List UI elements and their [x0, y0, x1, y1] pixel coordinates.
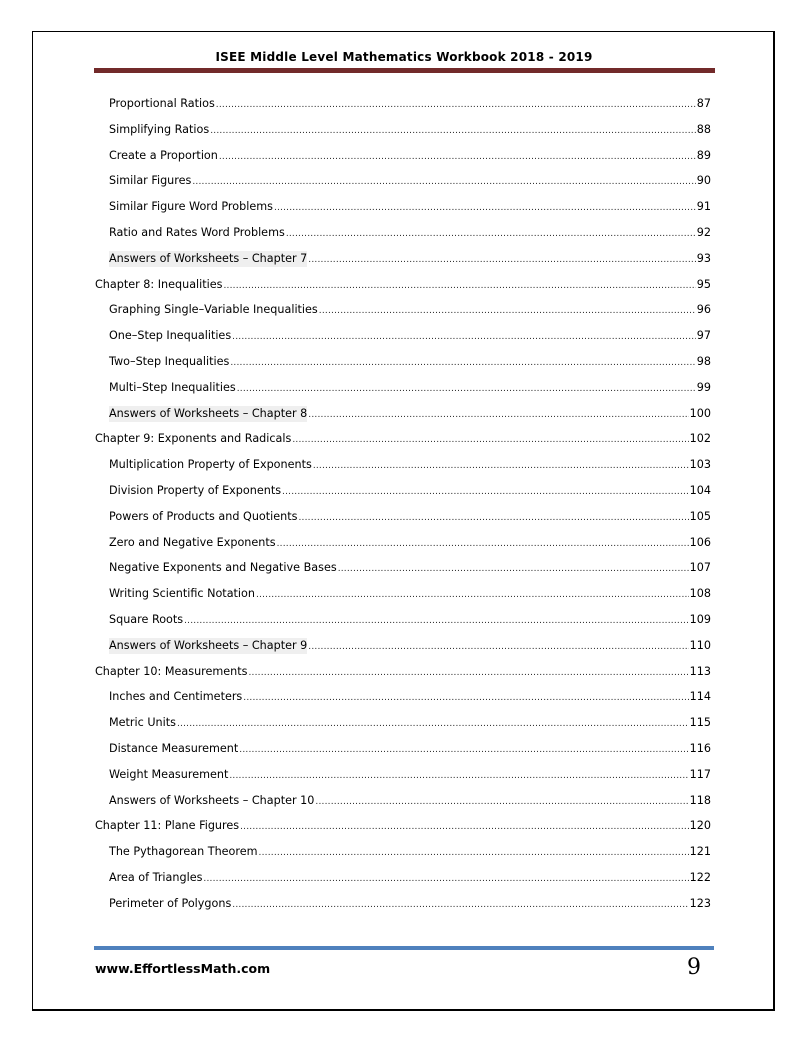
toc-dot-leader: [315, 795, 688, 809]
toc-entry-title: Multi–Step Inequalities: [109, 380, 236, 394]
toc-section-entry[interactable]: [109, 896, 711, 912]
toc-dot-leader: [219, 150, 696, 164]
toc-entry-page: 104: [689, 484, 711, 497]
toc-section-entry[interactable]: [109, 96, 711, 112]
toc-dot-leader: [277, 537, 689, 551]
toc-entry-page: 114: [689, 690, 711, 704]
toc-section-entry[interactable]: [109, 844, 711, 860]
toc-entry-page: 103: [689, 458, 711, 472]
toc-dot-leader: [232, 330, 696, 344]
toc-section-entry[interactable]: [109, 148, 711, 164]
toc-section-entry[interactable]: [109, 870, 711, 886]
toc-section-entry[interactable]: [109, 406, 711, 422]
toc-dot-leader: [292, 433, 688, 447]
toc-entry-title: Weight Measurement: [109, 767, 229, 781]
toc-dot-leader: [308, 408, 688, 422]
toc-entry-page: 100: [689, 406, 711, 420]
toc-dot-leader: [232, 898, 688, 912]
toc-entry-title: Metric Units: [109, 716, 176, 730]
toc-dot-leader: [237, 382, 696, 396]
toc-chapter-entry[interactable]: [95, 431, 711, 447]
toc-entry-title: Answers of Worksheets – Chapter 8: [109, 406, 308, 420]
toc-section-entry[interactable]: [109, 560, 711, 576]
toc-entry-title: Two–Step Inequalities: [109, 355, 230, 368]
toc-entry-title: Square Roots: [109, 613, 184, 626]
toc-entry-page: 102: [689, 432, 711, 446]
toc-dot-leader: [177, 717, 689, 731]
toc-section-entry[interactable]: [109, 638, 711, 654]
toc-dot-leader: [248, 666, 688, 680]
toc-entry-page: 106: [689, 535, 711, 549]
toc-entry-page: 123: [689, 896, 711, 910]
toc-chapter-entry[interactable]: [95, 818, 711, 834]
toc-section-entry[interactable]: [109, 689, 711, 705]
toc-section-entry[interactable]: [109, 251, 711, 267]
header-rule: [94, 68, 715, 73]
toc-section-entry[interactable]: [109, 483, 711, 499]
toc-entry-page: 108: [689, 587, 711, 601]
toc-entry-page: 95: [696, 277, 711, 291]
toc-entry-title: Perimeter of Polygons: [109, 896, 232, 910]
toc-dot-leader: [308, 640, 688, 654]
toc-dot-leader: [259, 846, 689, 860]
toc-section-entry[interactable]: [109, 741, 711, 757]
toc-entry-title: Chapter 9: Exponents and Radicals: [95, 432, 292, 446]
toc-entry-page: 110: [689, 638, 711, 652]
toc-entry-page: 122: [689, 871, 711, 884]
toc-dot-leader: [203, 872, 688, 886]
toc-entry-page: 91: [696, 200, 711, 214]
toc-entry-title: Create a Proportion: [109, 148, 218, 162]
toc-entry-page: 109: [689, 613, 711, 626]
toc-dot-leader: [313, 459, 689, 473]
toc-entry-page: 107: [689, 561, 711, 575]
toc-entry-page: 87: [696, 97, 711, 110]
toc-dot-leader: [282, 485, 689, 499]
toc-entry-title: Proportional Ratios: [109, 97, 215, 110]
toc-section-entry[interactable]: [109, 612, 711, 628]
footer-rule: [94, 946, 714, 950]
toc-section-entry[interactable]: [109, 509, 711, 525]
toc-entry-page: 116: [689, 742, 711, 755]
toc-entry-title: Chapter 11: Plane Figures: [95, 819, 240, 833]
toc-entry-title: Distance Measurement: [109, 742, 239, 755]
toc-entry-title: Answers of Worksheets – Chapter 10: [109, 793, 315, 807]
toc-section-entry[interactable]: [109, 793, 711, 809]
toc-dot-leader: [223, 279, 695, 293]
toc-entry-page: 90: [696, 174, 711, 188]
toc-dot-leader: [256, 588, 689, 602]
toc-dot-leader: [240, 820, 689, 834]
toc-entry-title: Answers of Worksheets – Chapter 9: [109, 638, 308, 652]
toc-entry-page: 92: [696, 226, 711, 239]
toc-entry-page: 121: [689, 845, 711, 859]
toc-dot-leader: [274, 201, 696, 215]
running-header-title: ISEE Middle Level Mathematics Workbook 2018 - 2019: [215, 50, 593, 64]
toc-dot-leader: [192, 175, 695, 189]
toc-section-entry[interactable]: [109, 199, 711, 215]
toc-section-entry[interactable]: [109, 302, 711, 318]
toc-section-entry[interactable]: [109, 767, 711, 783]
toc-entry-page: 96: [696, 303, 711, 317]
toc-entry-title: Inches and Centimeters: [109, 690, 243, 704]
toc-dot-leader: [210, 124, 696, 138]
toc-entry-title: The Pythagorean Theorem: [109, 845, 258, 859]
toc-dot-leader: [216, 98, 696, 112]
toc-section-entry[interactable]: [109, 457, 711, 473]
toc-entry-title: Similar Figures: [109, 174, 192, 188]
toc-section-entry[interactable]: [109, 225, 711, 241]
toc-entry-page: 97: [696, 329, 711, 343]
toc-entry-page: 99: [696, 380, 711, 394]
toc-entry-page: 115: [689, 716, 711, 730]
toc-entry-title: Graphing Single–Variable Inequalities: [109, 303, 318, 317]
toc-section-entry[interactable]: [109, 354, 711, 370]
toc-section-entry[interactable]: [109, 122, 711, 138]
toc-entry-title: Simplifying Ratios: [109, 122, 210, 136]
toc-dot-leader: [230, 356, 695, 370]
toc-entry-title: Similar Figure Word Problems: [109, 200, 273, 214]
toc-dot-leader: [308, 253, 695, 267]
toc-entry-title: Ratio and Rates Word Problems: [109, 226, 285, 239]
toc-dot-leader: [243, 691, 688, 705]
toc-entry-page: 118: [689, 793, 711, 807]
toc-entry-title: Zero and Negative Exponents: [109, 535, 276, 549]
toc-entry-page: 88: [696, 122, 711, 136]
toc-entry-title: One–Step Inequalities: [109, 329, 232, 343]
toc-dot-leader: [286, 227, 696, 241]
toc-section-entry[interactable]: [109, 380, 711, 396]
toc-chapter-entry[interactable]: [95, 277, 711, 293]
toc-entry-page: 113: [689, 664, 711, 678]
toc-dot-leader: [338, 562, 689, 576]
toc-dot-leader: [229, 769, 688, 783]
toc-entry-page: 105: [689, 509, 711, 523]
toc-chapter-entry[interactable]: [95, 664, 711, 680]
toc-dot-leader: [184, 614, 689, 628]
toc-entry-title: Negative Exponents and Negative Bases: [109, 561, 337, 575]
toc-entry-title: Division Property of Exponents: [109, 484, 282, 497]
toc-entry-title: Answers of Worksheets – Chapter 7: [109, 251, 308, 265]
footer-website: www.EffortlessMath.com: [95, 961, 271, 976]
toc-entry-title: Multiplication Property of Exponents: [109, 458, 312, 472]
toc-section-entry[interactable]: [109, 328, 711, 344]
toc-entry-page: 98: [696, 355, 711, 368]
toc-entry-page: 93: [696, 251, 711, 265]
toc-dot-leader: [298, 511, 688, 525]
toc-dot-leader: [239, 743, 688, 757]
toc-entry-page: 120: [689, 819, 711, 833]
toc-entry-page: 117: [689, 767, 711, 781]
toc-entry-title: Chapter 10: Measurements: [95, 664, 248, 678]
toc-section-entry[interactable]: [109, 586, 711, 602]
toc-section-entry[interactable]: [109, 535, 711, 551]
toc-entry-page: 89: [696, 148, 711, 162]
footer-page-number: 9: [687, 955, 701, 980]
toc-dot-leader: [319, 304, 696, 318]
toc-section-entry[interactable]: [109, 173, 711, 189]
toc-entry-title: Powers of Products and Quotients: [109, 509, 298, 523]
toc-entry-title: Area of Triangles: [109, 871, 203, 884]
toc-entry-title: Writing Scientific Notation: [109, 587, 255, 601]
toc-section-entry[interactable]: [109, 715, 711, 731]
toc-entry-title: Chapter 8: Inequalities: [95, 277, 223, 291]
